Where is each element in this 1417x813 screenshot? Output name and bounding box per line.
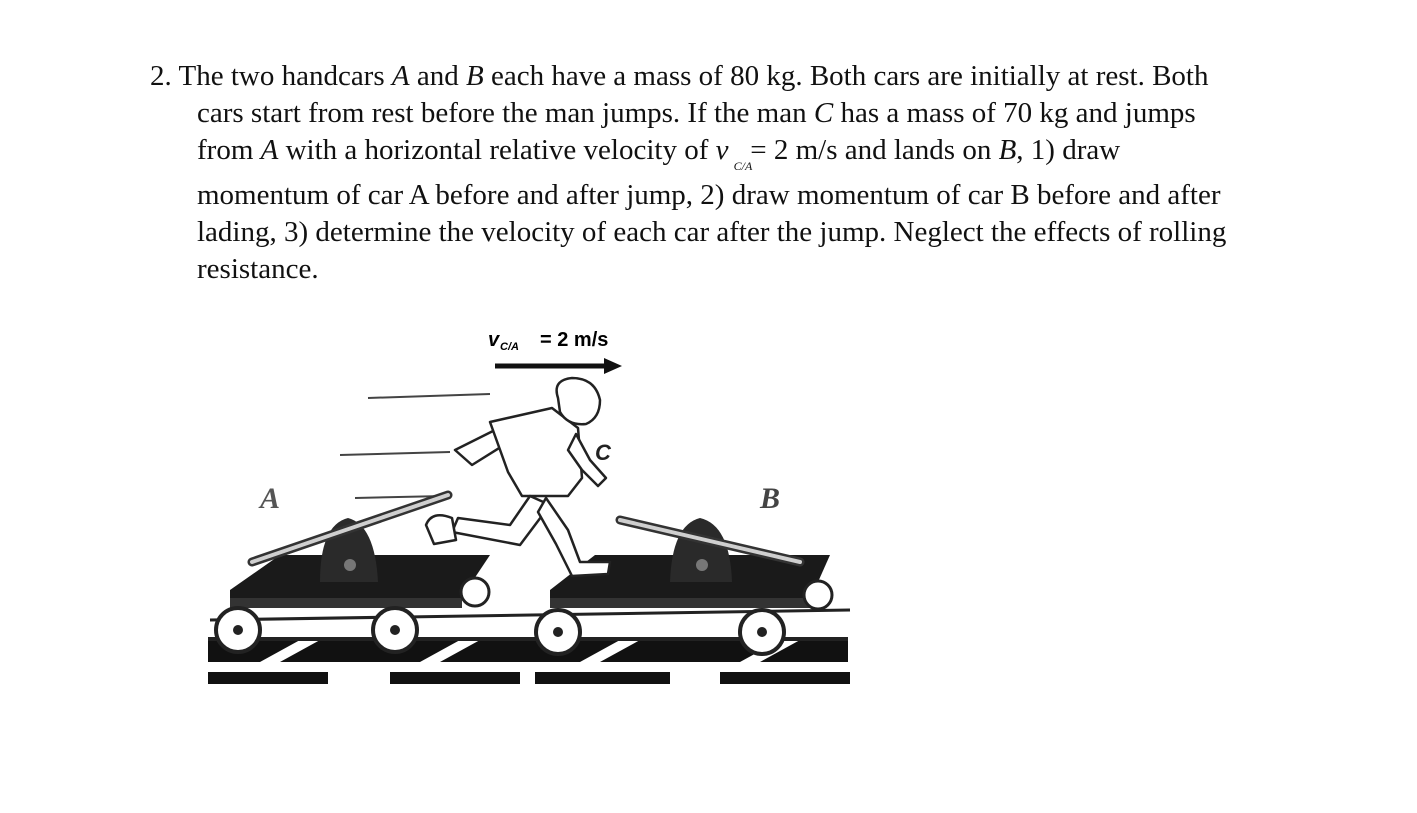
problem-line-2: cars start from rest before the man jumps. If the man C has a mass of 70 kg and jumps xyxy=(197,97,1196,129)
car-a-ref: A xyxy=(391,60,410,92)
man-ref: C xyxy=(813,97,834,129)
figure-velocity-value: = 2 m/s xyxy=(540,329,609,351)
handcars-figure xyxy=(190,300,880,700)
velocity-arrow-head-icon xyxy=(604,358,622,374)
velocity-annotation xyxy=(488,329,622,374)
problem-line-1: 2. The two handcars A and B each have a mass of 80 kg. Both cars are initially at rest. Both xyxy=(150,60,1209,92)
problem-line-4: momentum of car A before and after jump, 2) draw momentum of car B before and after xyxy=(197,179,1221,211)
figure-label-a: A xyxy=(260,482,281,515)
figure-label-b: B xyxy=(760,482,781,515)
problem-line-5: lading, 3) determine the velocity of each car after the jump. Neglect the effects of rolling xyxy=(197,216,1227,248)
handcar-b xyxy=(536,518,832,654)
problem-line-3: from A with a horizontal relative velocity of v C/A = 2 m/s and lands on B, 1) draw xyxy=(197,134,1121,173)
problem-line-6: resistance. xyxy=(197,253,319,285)
velocity-symbol: v C/A xyxy=(715,134,753,173)
velocity-subscript: C/A xyxy=(733,159,753,173)
problem-number: 2. xyxy=(150,60,172,92)
problem-statement xyxy=(150,58,1320,288)
jumping-man xyxy=(426,378,610,576)
car-b-ref: B xyxy=(465,60,484,92)
figure-label-c: C xyxy=(595,440,611,465)
figure-velocity-symbol: v xyxy=(488,329,500,351)
figure-velocity-subscript: C/A xyxy=(500,341,519,353)
